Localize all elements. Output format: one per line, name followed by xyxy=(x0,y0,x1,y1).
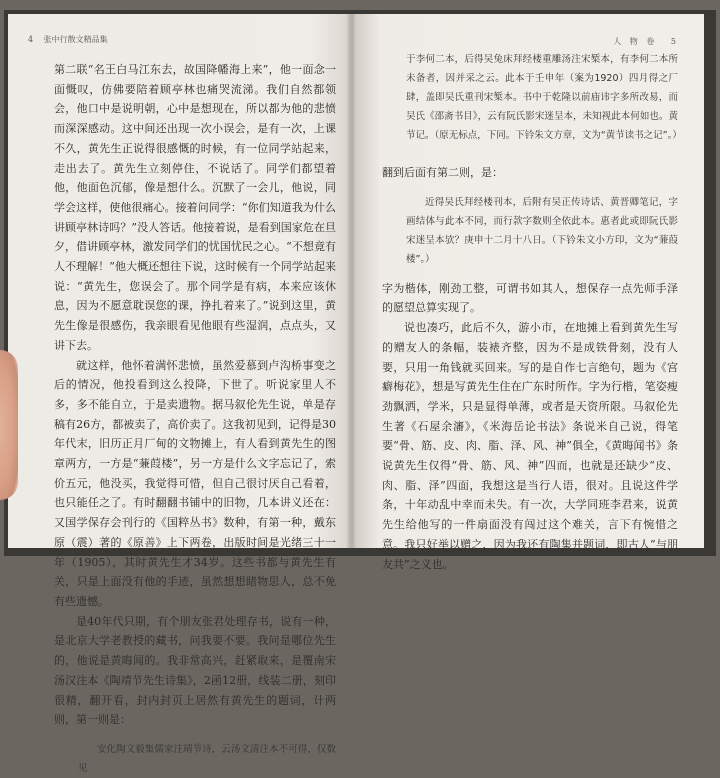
right-top-quote: 于李何二本，后得吴兔床拜经楼重雕汤注宋椠本，有李何二本所未备者，因并采之云。此本于壬申年（案为1920）四月得之厂肆，盖即吴氏重刊宋椠本。书中于乾隆以前庙讳字多所改易，而吴氏《邵斋书目》，云有阮氏影宋迷呈本，未知视此本何如也。黄节记。（原无标点，下同。下钤朱文方章，文为“黄节读书之记”。） xyxy=(406,54,682,141)
left-text-block xyxy=(54,60,336,778)
left-paragraph: 是40年代只期，有个朋友张君处理存书，说有一种，是北京大学老教授的藏书，问我要不要。我问是哪位先生的，他说是黄晦闻的。我非常高兴，赶紧取来，是覆南宋汤汉注本《陶靖节先生诗集》，2函12册，线装二册，刻印很精，翻开看，封内封页上居然有黄先生的题词，计两则，第一则是： xyxy=(54,614,336,727)
spacer xyxy=(54,730,336,740)
right-page-number: 5 xyxy=(670,37,676,46)
right-text-block xyxy=(382,50,682,574)
holding-finger xyxy=(0,350,18,500)
spacer xyxy=(382,145,678,163)
right-page xyxy=(352,14,704,571)
left-page-header xyxy=(28,34,108,45)
right-mid-quote: 近得吴氏拜经楼刊本，后附有吴正传诗话、黄晋卿笔记，字画结体与此本不同，而行款字数则全依此本。惠者此或即阮氏影宋迷呈本欤？庚申十二月十八日。（下钤朱文小方印，文为“蒹葭楼”。） xyxy=(406,196,678,265)
left-page-number: 4 xyxy=(28,35,34,44)
right-paragraph-intro: 翻到后面有第二则，是： xyxy=(382,166,503,179)
left-paragraph: 就这样，他怀着满怀悲愤，虽然爱慕到卢沟桥事变之后的情况，他投看到这么投降，下世了。听说家里人不多，多不能自立，于是卖遗物。据马叙伦先生说，单是存稿有26方，都被卖了，高价卖了。这我初见到，记得是30年代末，旧历正月厂甸的文物摊上，有人看到黄先生的图章两方，一方是“蒹葭楼”，另一方是什么文字忘记了，索价五元，他没买，我觉得可惜，但自己很讨厌自己看着，也只能任之了。有时翻翻书铺中的旧物，几本讲义还在：又国学保存会刊行的《国粹丛书》数种，有第一种，戴东原（震）著的《原善》上下两卷，出版时间是光绪三十一年（1905），其时黄先生才34岁。这些书都与黄先生有关，只是上面没有他的手迹，虽然想想睹物思人，总不免有些遗憾。 xyxy=(54,358,336,608)
right-paragraph: 字为楷体，刚劲工整，可谓书如其人，想保存一点先师手泽的愿望总算实现了。 xyxy=(382,281,678,315)
right-paragraph: 说也凑巧，此后不久，游小市，在地摊上看到黄先生写的赠友人的条幅，装裱齐整，因为不是成铁骨刻，没有人要，只用一角钱就买回来。写的是自作七言绝句，题为《宫癖梅花》，想是写黄先生住在广东时所作。字为行楷，笔姿瘦劲飘洒，学米，只是显得单薄，或者是天资所限。马叙伦先生著《石屋余瀋》，《米海岳论书法》条说米自己说，得笔要“骨、筋、皮、肉、脂、泽、风、神”俱全，《黄晦闻书》条说黄先生仅得“骨、筋、风、神”四而，也就是还缺少“皮、肉、脂、泽”四面，我想这是当行人语，很对。且说这件学条，十年动乱中幸而未失。有一次，大学同班李君来，说黄先生给他写的一件扇面没有闯过这个难关，言下有惋惜之意。我只好举以赠之，因为我还有陶集并题词，即古人“与朋友共”之义也。 xyxy=(382,321,678,571)
right-running-head: 人 物 卷 xyxy=(613,37,658,46)
left-paragraph: 第二联“名王白马江东去，故国降幡海上来”，他一面念一面慨叹，仿佛要陪着顾亭林也痛哭流涕。我们自然都领会，他口中是说明朝，心中是想现在，所以都为他的悲愤而深深感动。这中间还出现一次小误会，是有一次，上课不久，黄先生正说得很感慨的时候，有一位同学站起来，走出去了。黄先生立刻停住，不说话了。同学们都望着他，他面色沉郁，像是想什么。沉默了一会儿，他说，同学会这样，使他很痛心。接着问同学：“你们知道我为什么讲顾亭林诗吗？”没人答话。他接着说，是看到国家危在旦夕，借讲顾亭林，激发同学们的忧国忧民之心。“不想竟有人不理解！”他大概还想往下说，这时候有一个同学站起来说：“黄先生，您误会了。那个同学是有病，本来应该休息，因为不愿意耽误您的课，挣扎着来了。”说到这里，黄先生像是很感伤，我亲眼看见他眼有些湿润，点点头，又讲下去。 xyxy=(54,63,336,352)
spacer xyxy=(382,183,678,193)
left-page xyxy=(8,14,352,774)
left-bottom-quote: 安化陶文毅集儒家注靖节诗，云汤文清注本不可得，仅数见 xyxy=(78,743,336,774)
book-gutter xyxy=(346,14,356,548)
spacer xyxy=(382,269,678,279)
right-page-header xyxy=(613,36,676,47)
left-running-head: 张中行散文精品集 xyxy=(43,35,108,44)
